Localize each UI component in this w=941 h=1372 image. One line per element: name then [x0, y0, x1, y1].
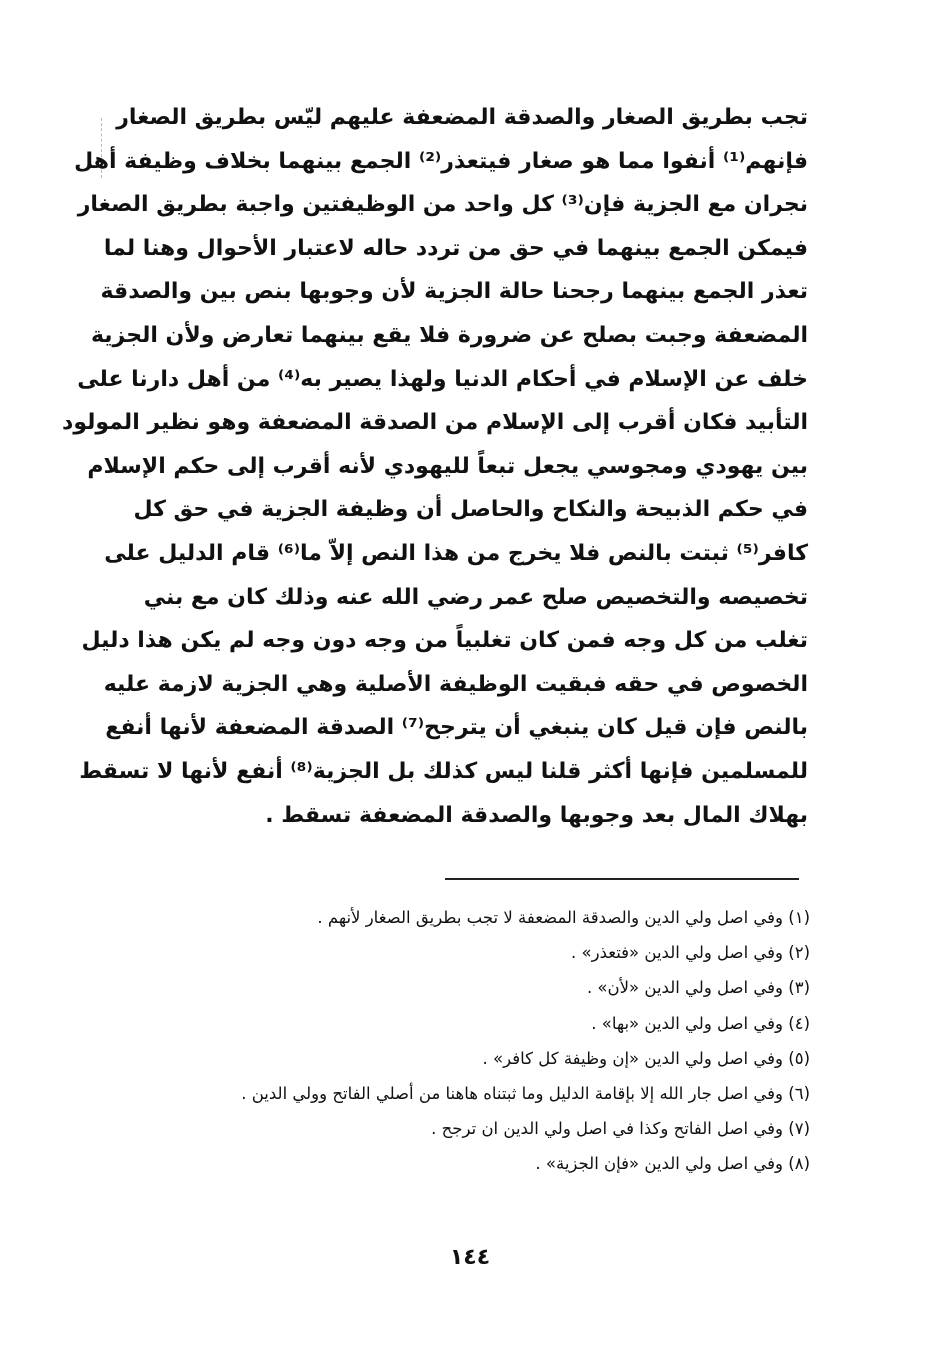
footnote-1: (١) وفي اصل ولي الدين والصدقة المضعفة لا تجب بطريق الصغار لأنهم . — [317, 908, 810, 927]
text-line: في حكم الذبيحة والنكاح والحاصل أن وظيفة الجزية في حق كل — [133, 497, 808, 523]
footnote-7: (٧) وفي اصل الفاتح وكذا في اصل ولي الدين ان ترجح . — [431, 1119, 810, 1139]
text-line: تخصيصه والتخصيص صلح عمر رضي الله عنه وذلك كان مع بني — [143, 584, 808, 610]
text-line: للمسلمين فإنها أكثر قلنا ليس كذلك بل الجزية⁽⁸⁾ أنفع لأنها لا تسقط — [79, 758, 808, 784]
footnote-separator — [445, 878, 799, 880]
footnote-5: (٥) وفي اصل ولي الدين «إن وظيفة كل كافر» . — [482, 1048, 810, 1068]
text-line: كافر⁽⁵⁾ ثبتت بالنص فلا يخرج من هذا النص إلاّ ما⁽⁶⁾ قام الدليل على — [104, 540, 808, 566]
footnote-2: (٢) وفي اصل ولي الدين «فتعذر» . — [571, 943, 810, 963]
text-line: بالنص فإن قيل كان ينبغي أن يترجح⁽⁷⁾ الصدقة المضعفة لأنها أنفع — [105, 715, 808, 741]
text-line: المضعفة وجبت بصلح عن ضرورة فلا يقع بينهما تعارض ولأن الجزية — [90, 322, 808, 348]
footnote-6: (٦) وفي اصل جار الله إلا بإقامة الدليل وما ثبتناه هاهنا من أصلي الفاتح وولي الدين . — [241, 1083, 810, 1103]
footnote-3: (٣) وفي اصل ولي الدين «لأن» . — [586, 978, 810, 998]
text-line: الخصوص في حقه فبقيت الوظيفة الأصلية وهي الجزية لازمة عليه — [103, 671, 808, 697]
footnote-8: (٨) وفي اصل ولي الدين «فإن الجزية» . — [535, 1154, 810, 1174]
footnotes — [110, 900, 810, 1182]
text-line: بين يهودي ومجوسي يجعل تبعاً لليهودي لأنه أقرب إلى حكم الإسلام — [87, 453, 808, 479]
text-line: خلف عن الإسلام في أحكام الدنيا ولهذا يصير به⁽⁴⁾ من أهل دارنا على — [77, 366, 808, 392]
text-line: نجران مع الجزية فإن⁽³⁾ كل واحد من الوظيفتين واجبة بطريق الصغار — [77, 192, 808, 218]
text-line: تغلب من كل وجه فمن كان تغلبياً من وجه دون وجه لم يكن هذا دليل — [81, 628, 808, 654]
main-text-body — [62, 96, 808, 837]
text-line: فإنهم⁽¹⁾ أنفوا مما هو صغار فيتعذر⁽²⁾ الجمع بينهما بخلاف وظيفة أهل — [74, 148, 808, 174]
text-line: فيمكن الجمع بينهما في حق من تردد حاله لاعتبار الأحوال وهنا لما — [103, 235, 808, 261]
text-line: التأبيد فكان أقرب إلى الإسلام من الصدقة المضعفة وهو نظير المولود — [62, 410, 808, 436]
footnote-4: (٤) وفي اصل ولي الدين «بها» . — [591, 1013, 810, 1033]
text-line: تعذر الجمع بينهما رجحنا حالة الجزية لأن وجوبها بنص بين والصدقة — [100, 279, 808, 305]
text-line: بهلاك المال بعد وجوبها والصدقة المضعفة تسقط . — [265, 802, 808, 828]
page-number: ١٤٤ — [449, 1245, 491, 1270]
text-line: تجب بطريق الصغار والصدقة المضعفة عليهم ليّس بطريق الصغار — [116, 105, 808, 130]
